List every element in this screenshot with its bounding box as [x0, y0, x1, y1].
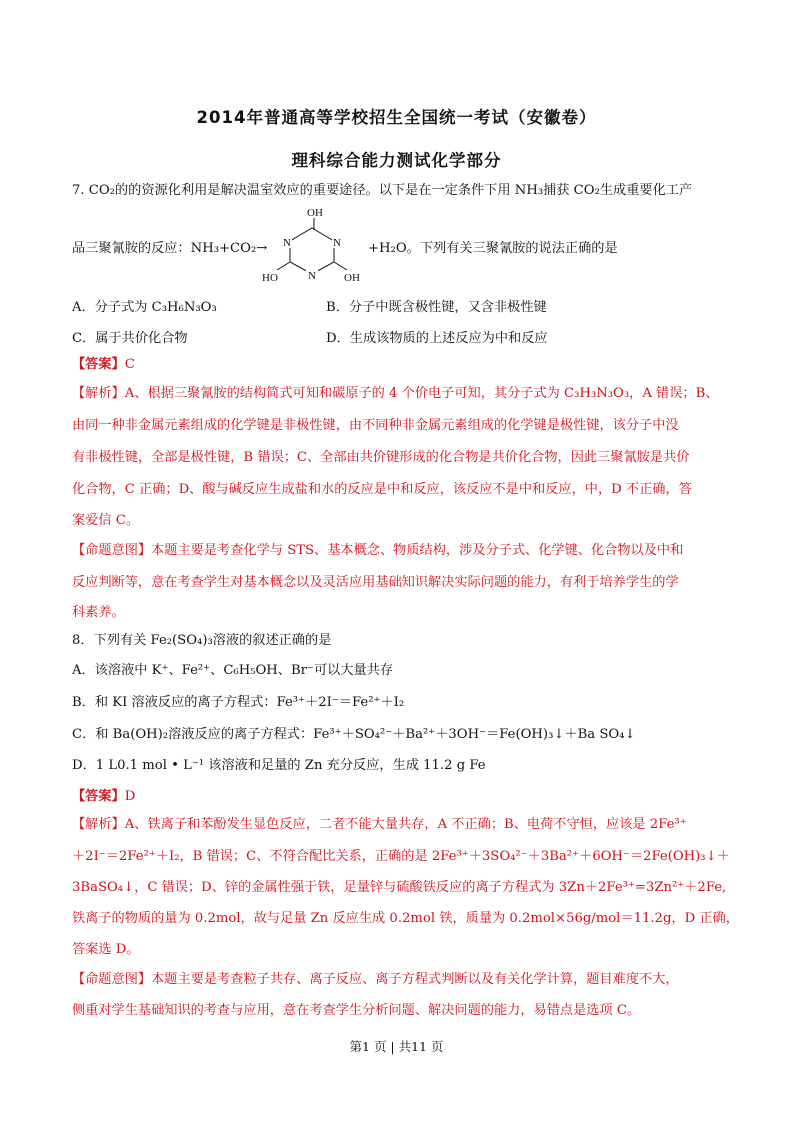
q8-answer-value: D — [124, 789, 136, 804]
melamine-structure — [262, 206, 362, 284]
q7-option-b: B．分子中既含极性键，又含非极性键 — [326, 300, 547, 315]
molecule-label-ho: HO — [262, 272, 278, 284]
q8-intent-line-2: 侧重对学生基础知识的考查与应用，意在考查学生分析问题、解决问题的能力，易错点是选项 C。 — [72, 1003, 641, 1018]
q8-option-d: D．1 L0.1 mol • L⁻¹ 该溶液和足量的 Zn 充分反应，生成 11.2 g Fe — [72, 758, 486, 773]
q7-stem-line2-before: 品三聚氰胺的反应：NH₃+CO₂→ — [72, 241, 268, 256]
q7-stem-line2-after: +H₂O。下列有关三聚氰胺的说法正确的是 — [368, 241, 618, 256]
molecule-label-n-right: N — [333, 237, 341, 249]
q8-analysis-line-2: ＋2I⁻＝2Fe²⁺＋I₂，B 错误；C、不符合配比关系，正确的是 2Fe³⁺＋3SO₄²⁻＋3Ba²⁺＋6OH⁻＝2Fe(OH)₃↓＋ — [72, 849, 730, 864]
q8-analysis-line-3: 3BaSO₄↓，C 错误；D、锌的金属性强于铁，足量锌与硫酸铁反应的离子方程式为 3Zn＋2Fe³⁺=3Zn²⁺＋2Fe, — [72, 880, 727, 895]
q7-analysis-line-2: 由同一种非金属元素组成的化学键是非极性键，由不同种非金属元素组成的化学键是极性键，该分子中没 — [72, 418, 679, 433]
q7-intent-line-2: 反应判断等，意在考查学生对基本概念以及灵活应用基础知识解决实际问题的能力，有利于培养学生的学 — [72, 575, 679, 590]
q7-intent-line-3: 科素养。 — [72, 605, 125, 620]
page-subtitle: 理科综合能力测试化学部分 — [291, 151, 502, 170]
molecule-label-oh-right: OH — [344, 272, 360, 284]
q8-option-c: C．和 Ba(OH)₂溶液反应的离子方程式：Fe³⁺＋SO₄²⁻＋Ba²⁺＋3OH⁻＝Fe(OH)₃↓＋Ba SO₄↓ — [72, 727, 636, 742]
q7-answer — [72, 356, 732, 374]
q8-intent-line-1: 【命题意图】本题主要是考查粒子共存、离子反应、离子方程式判断以及有关化学计算，题目难度不大， — [72, 972, 679, 987]
q7-analysis-line-3: 有非极性键，全部是极性键，B 错误；C、全部由共价键形成的化合物是共价化合物，因此三聚氰胺是共价 — [72, 450, 690, 465]
q7-analysis-line-1: 【解析】A、根据三聚氰胺的结构简式可知和碳原子的 4 个价电子可知，其分子式为 C₃H₃N₃O₃，A 错误；B、 — [72, 386, 719, 401]
q8-stem: 8．下列有关 Fe₂(SO₄)₃溶液的叙述正确的是 — [72, 633, 332, 648]
q7-intent-line-1: 【命题意图】本题主要是考查化学与 STS、基本概念、物质结构，涉及分子式、化学键、化合物以及中和 — [72, 543, 684, 558]
q7-option-c: C．属于共价化合物 — [72, 331, 188, 346]
molecule-label-top-oh: OH — [307, 207, 323, 219]
q7-answer-value: C — [124, 357, 135, 372]
q8-analysis-line-4: 铁离子的物质的量为 0.2mol，故与足量 Zn 反应生成 0.2mol 铁，质量为 0.2mol×56g/mol＝11.2g，D 正确， — [72, 911, 739, 926]
q7-analysis-line-4: 化合物，C 正确；D、酸与碱反应生成盐和水的反应是中和反应，该反应不是中和反应，中，D 不正确，答 — [72, 482, 692, 497]
page-title: 2014年普通高等学校招生全国统一考试（安徽卷） — [196, 108, 597, 127]
q8-analysis-line-5: 答案选 D。 — [72, 942, 140, 957]
page-footer: 第1 页 | 共11 页 — [349, 1039, 444, 1054]
molecule-label-n-bottom: N — [308, 270, 316, 282]
q7-answer-label: 【答案】 — [72, 357, 125, 372]
q7-stem-line1: 7. CO₂的的资源化利用是解决温室效应的重要途径。以下是在一定条件下用 NH₃捕获 CO₂生成重要化工产 — [72, 183, 693, 198]
molecule-label-n-left: N — [283, 237, 291, 249]
q7-option-d: D．生成该物质的上述反应为中和反应 — [326, 331, 548, 346]
q8-option-b: B．和 KI 溶液反应的离子方程式：Fe³⁺＋2I⁻＝Fe²⁺＋I₂ — [72, 695, 405, 710]
q8-analysis-line-1: 【解析】A、铁离子和苯酚发生显色反应，二者不能大量共存，A 不正确；B、电荷不守恒，应该是 2Fe³⁺ — [72, 817, 687, 832]
q8-answer — [72, 788, 732, 806]
q7-analysis-line-5: 案爱信 C。 — [72, 513, 140, 528]
q7-option-a: A．分子式为 C₃H₆N₃O₃ — [72, 300, 217, 315]
q8-answer-label: 【答案】 — [72, 789, 125, 804]
q8-option-a: A．该溶液中 K⁺、Fe²⁺、C₆H₅OH、Br⁻可以大量共存 — [72, 663, 394, 678]
